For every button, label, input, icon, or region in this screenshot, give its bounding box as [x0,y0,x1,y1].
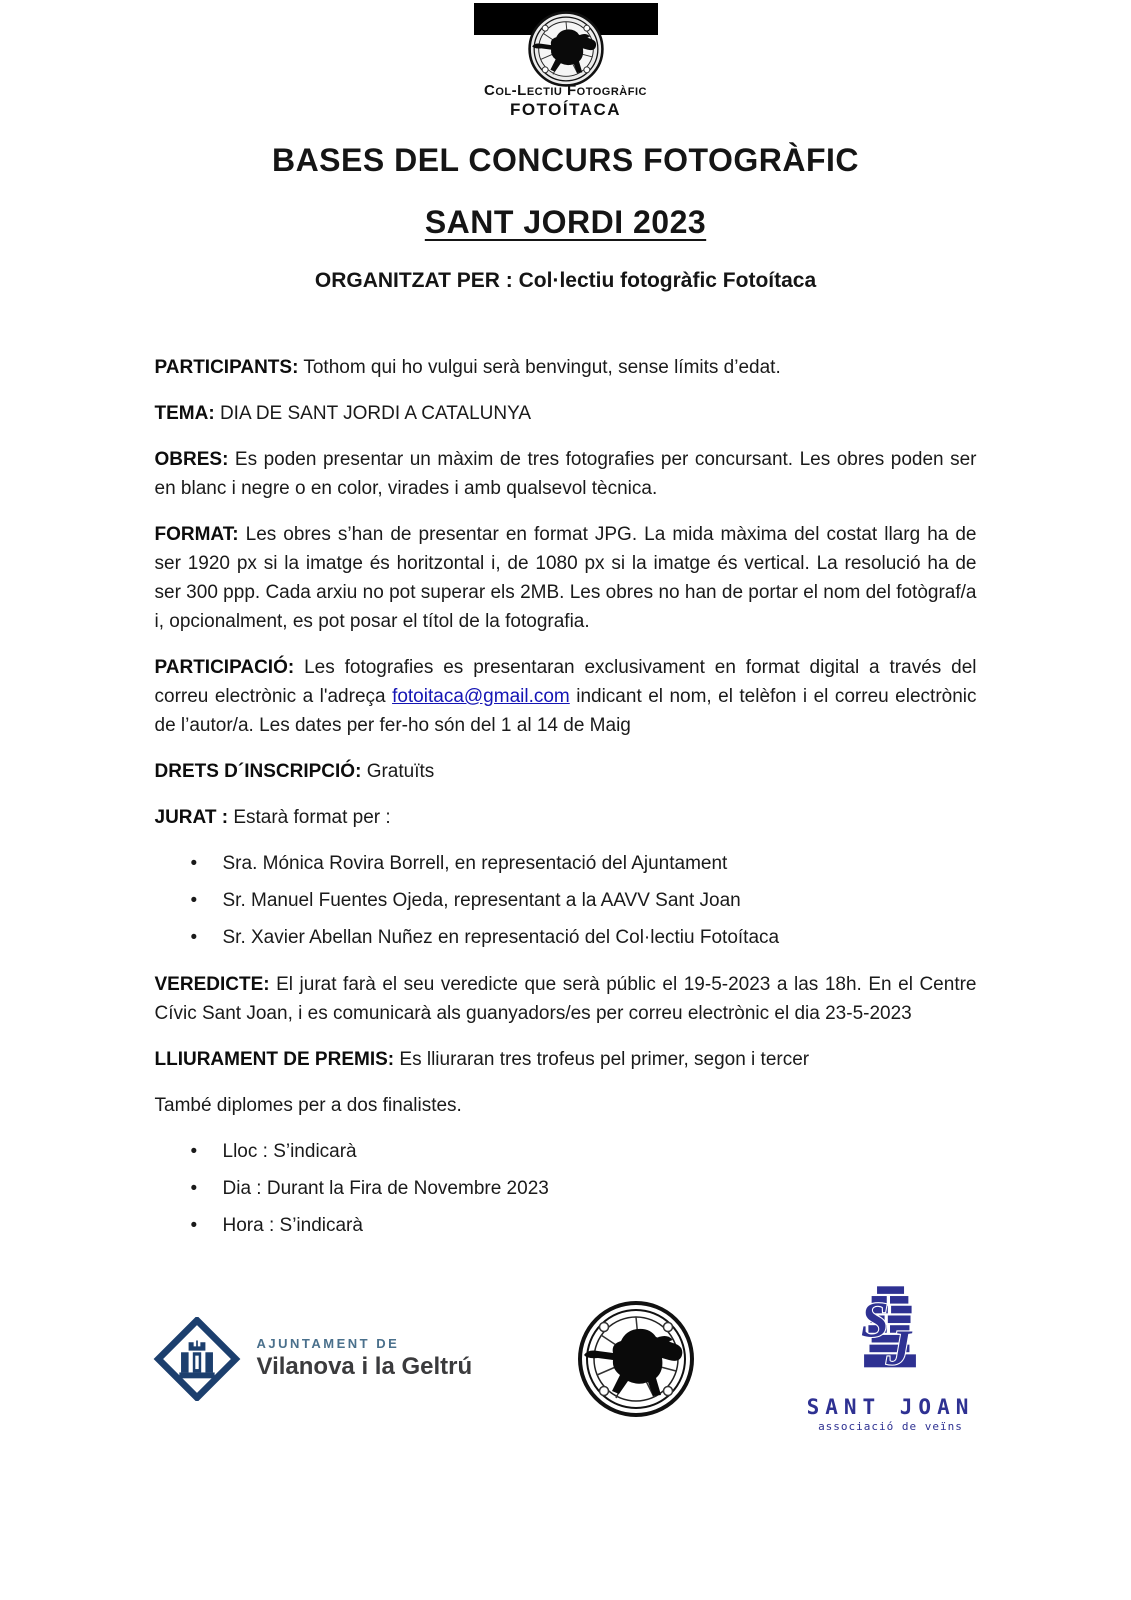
lliurament-text: Es lliuraran tres trofeus pel primer, segon i tercer [399,1049,810,1070]
drets-label: DRETS D´INSCRIPCIÓ: [154,761,362,782]
fotoitaca-stamp-icon [576,1299,696,1419]
diplomes-text: També diplomes per a dos finalistes. [154,1095,462,1116]
document-body [155,353,977,1240]
document-subtitle [0,204,1131,241]
awards-list-item [155,1137,977,1166]
ajuntament-label: AJUNTAMENT DE [256,1336,400,1351]
jury-member: Sr. Manuel Fuentes Ojeda, representant a la AAVV Sant Joan [222,890,741,911]
collective-caption [0,82,1131,120]
award-detail: Hora : S’indicarà [222,1215,363,1236]
email-link[interactable]: fotoitaca@gmail.com [392,686,570,707]
participants-text: Tothom qui ho vulgui serà benvingut, sense límits d’edat. [303,357,781,378]
fotoitaca-stamp-icon [527,10,605,88]
jury-member: Sr. Xavier Abellan Nuñez en representació del Col·lectiu Fotoítaca [222,927,780,948]
awards-list [155,1137,977,1240]
jury-list [155,849,977,952]
section-drets [155,757,977,786]
section-participacio [155,653,977,740]
lliurament-label: LLIURAMENT DE PREMIS: [154,1049,395,1070]
awards-list-item [155,1211,977,1240]
bullet-icon: • [190,927,198,948]
jury-member: Sra. Mónica Rovira Borrell, en representació del Ajuntament [222,853,728,874]
santjoan-name: SANT JOAN [806,1395,975,1419]
format-text: Les obres s’han de presentar en format JPG. La mida màxima del costat llarg ha de ser 1920 px si la imatge és horitzontal i, de 1080 px si la imatge és vertical. La resolució ha de ser 300 ppp. Cada arxiu no pot superar els 2MB. Les obres no han de portar el nom del fotògraf/a i, opcionalment, es pot posar el títol de la fotografia. [154,524,977,632]
participacio-label: PARTICIPACIÓ: [154,657,295,678]
jury-list-item [155,849,977,878]
tema-text: DIA DE SANT JORDI A CATALUNYA [219,403,532,424]
participacio-text-before: Les fotografies es presentaran exclusivament en format digital a través del correu electrònic a l'adreça [154,657,977,707]
obres-text: Es poden presentar un màxim de tres fotografies per concursant. Les obres poden ser en blanc i negre o en color, virades i amb qualsevol tècnica. [154,449,977,499]
jurat-text: Estarà format per : [233,807,391,828]
svg-text:J: J [886,1320,912,1376]
participants-label: PARTICIPANTS: [154,357,299,378]
header-logo-block [0,0,1131,122]
veredicte-text: El jurat farà el seu veredicte que serà públic el 19-5-2023 a las 18h. En el Centre Cívic Sant Joan, i es comunicarà als guanyadors/es per correu electrònic el dia 23-5-2023 [154,974,977,1024]
organizer-line: ORGANITZAT PER : Col·lectiu fotogràfic Fotoítaca [314,269,817,292]
santjoan-subtitle: associació de veïns [818,1420,963,1433]
section-diplomes [155,1091,977,1120]
jury-list-item [155,923,977,952]
section-tema [155,399,977,428]
awards-list-item [155,1174,977,1203]
format-label: FORMAT: [154,524,239,545]
vilanova-logo [151,1317,473,1401]
svg-text:S: S [861,1292,890,1347]
section-veredicte [155,970,977,1028]
jurat-label: JURAT : [154,807,229,828]
bullet-icon: • [190,890,198,911]
vilanova-crest-icon [151,1317,243,1401]
document-title: BASES DEL CONCURS FOTOGRÀFIC [271,142,860,178]
section-participants [155,353,977,382]
footer-logos [151,1284,981,1433]
document-subtitle-text: SANT JORDI 2023 [424,204,707,240]
santjoan-logo [800,1284,980,1433]
award-detail: Dia : Durant la Fira de Novembre 2023 [222,1178,549,1199]
bullet-icon: • [190,1178,198,1199]
collective-type-label: Col-Lectiu Fotogràfic [484,82,647,99]
obres-label: OBRES: [154,449,229,470]
section-jurat [155,803,977,832]
section-obres [155,445,977,503]
santjoan-tower-icon [836,1284,944,1388]
drets-text: Gratuïts [366,761,435,782]
jury-list-item [155,886,977,915]
participacio-text-after: indicant el nom, el telèfon i el correu electrònic de l’autor/a. Les dates per fer-ho són del 1 al 14 de Maig [154,686,977,736]
award-detail: Lloc : S’indicarà [222,1141,357,1162]
collective-name-label: FOTOÍTACA [509,100,622,119]
veredicte-label: VEREDICTE: [154,974,270,995]
bullet-icon: • [190,1215,198,1236]
tema-label: TEMA: [154,403,215,424]
bullet-icon: • [190,1141,198,1162]
section-lliurament [155,1045,977,1074]
vilanova-name: Vilanova i la Geltrú [256,1353,473,1380]
bullet-icon: • [190,853,198,874]
vilanova-text [257,1336,473,1381]
section-format [155,520,977,636]
